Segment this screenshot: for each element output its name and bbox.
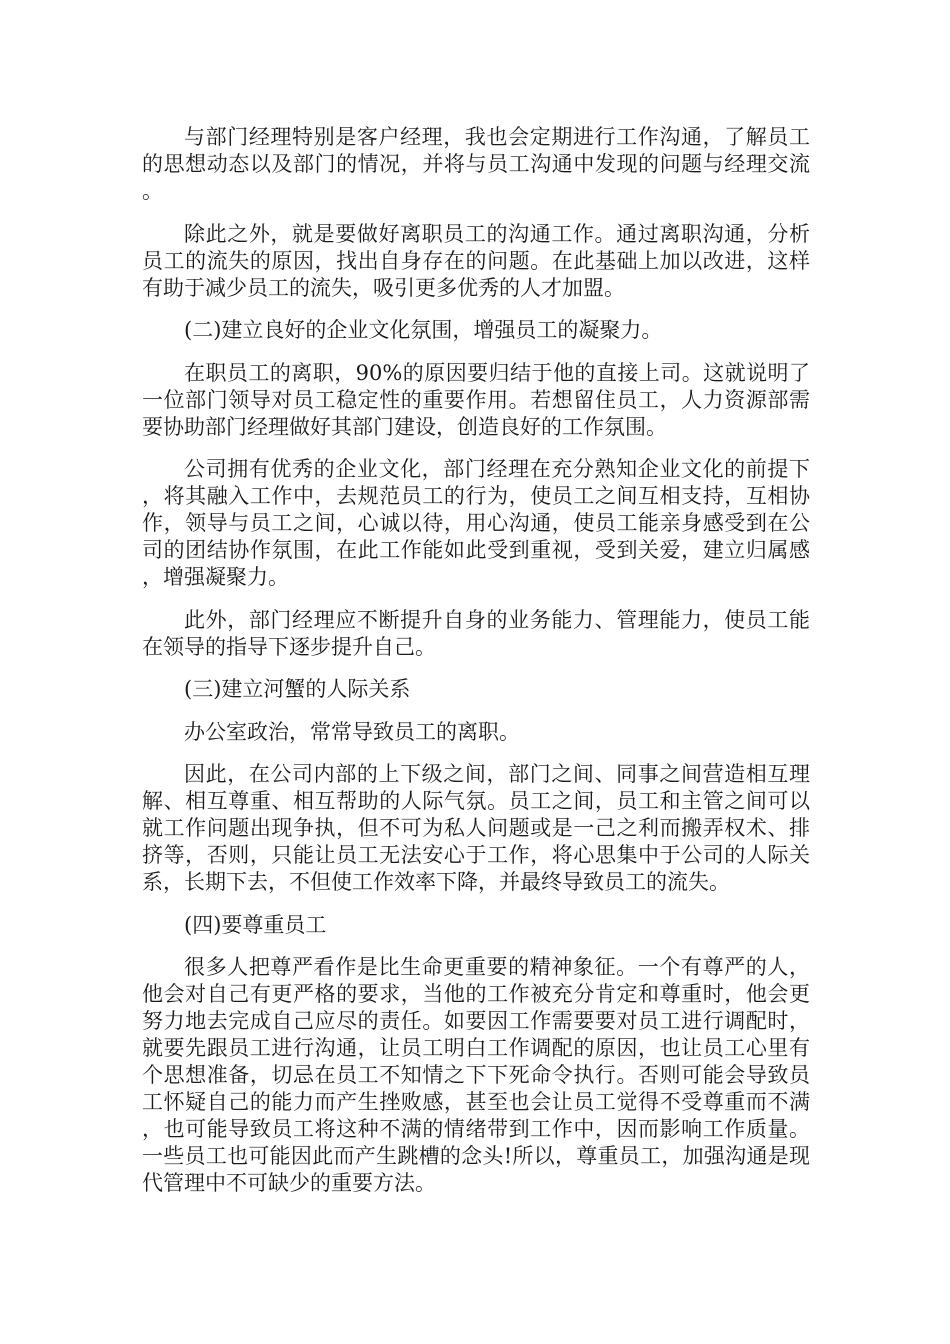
- paragraph-manager-communication: 与部门经理特别是客户经理，我也会定期进行工作沟通，了解员工的思想动态以及部门的情况，并将与员工沟通中发现的问题与经理交流。: [142, 125, 810, 203]
- document-body: [142, 124, 810, 1213]
- paragraph-direct-supervisor: 在职员工的离职，90%的原因要归结于他的直接上司。这就说明了一位部门领导对员工稳定性的重要作用。若想留住员工，人力资源部需要协助部门经理做好其部门建设，创造良好的工作氛围。: [142, 360, 810, 439]
- paragraph-corporate-culture: 公司拥有优秀的企业文化，部门经理在充分熟知企业文化的前提下，将其融入工作中，去规范员工的行为，使员工之间互相支持，互相协作，领导与员工之间，心诚以待，用心沟通，使员工能亲身感受到在公司的团结协作氛围，在此工作能如此受到重视，受到关爱，建立归属感，增强凝聚力。: [142, 457, 810, 589]
- section-heading-2: (二)建立良好的企业文化氛围，增强员工的凝聚力。: [184, 318, 663, 342]
- paragraph-office-politics: 办公室政治，常常导致员工的离职。: [184, 719, 520, 744]
- paragraph-exit-communication: 除此之外，就是要做好离职员工的沟通工作。通过离职沟通，分析员工的流失的原因，找出自身存在的问题。在此基础上加以改进，这样有助于减少员工的流失，吸引更多优秀的人才加盟。: [142, 221, 810, 300]
- paragraph-respect-employees: 很多人把尊严看作是比生命更重要的精神象征。一个有尊严的人，他会对自己有更严格的要求，当他的工作被充分肯定和尊重时，他会更努力地去完成自己应尽的责任。如要因工作需要要对员工进行调配时，就要先跟员工进行沟通，让员工明白工作调配的原因，也让员工心里有个思想准备，切忌在员工不知情之下下死命令执行。否则可能会导致员工怀疑自己的能力而产生挫败感，甚至也会让员工觉得不受尊重而不满，也可能导致员工将这种不满的情绪带到工作中，因而影响工作质量。一些员工也可能因此而产生跳槽的念头!所以，尊重员工，加强沟通是现代管理中不可缺少的重要方法。: [142, 955, 810, 1195]
- paragraph-manager-ability: 此外，部门经理应不断提升自身的业务能力、管理能力，使员工能在领导的指导下逐步提升自己。: [142, 607, 810, 659]
- section-heading-3: (三)建立河蟹的人际关系: [184, 677, 411, 701]
- section-heading-4: (四)要尊重员工: [184, 912, 327, 937]
- paragraph-interpersonal-atmosphere: 因此，在公司内部的上下级之间，部门之间、同事之间营造相互理解、相互尊重、相互帮助的人际气氛。员工之间，员工和主管之间可以就工作问题出现争执，但不可为私人问题或是一己之利而搬弄权术、排挤等，否则，只能让员工无法安心于工作，将心思集中于公司的人际关系，长期下去，不但使工作效率下降，并最终导致员工的流失。: [142, 762, 810, 894]
